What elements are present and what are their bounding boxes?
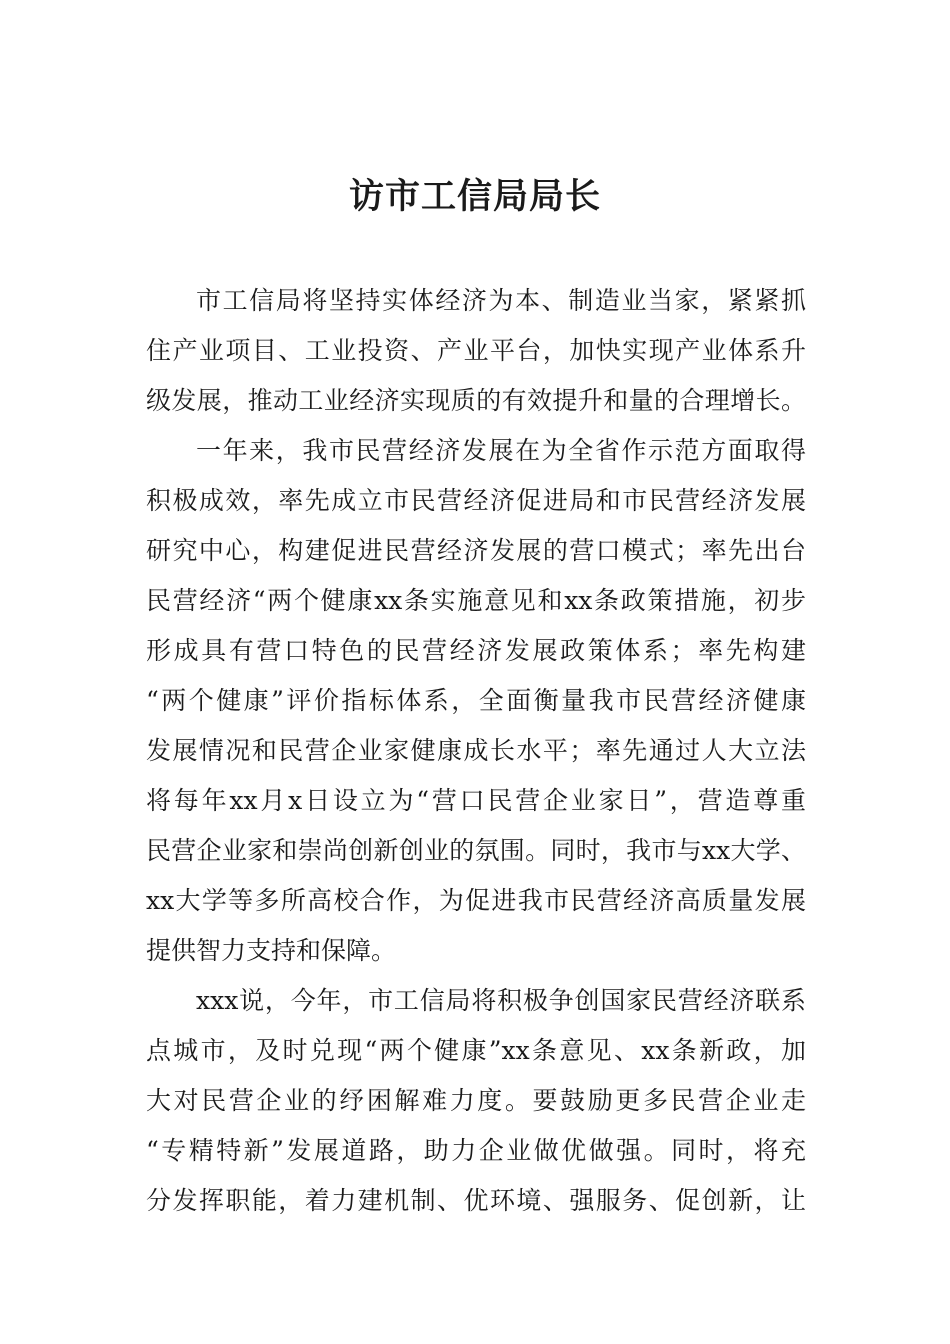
paragraph-line: xxx说，今年，市工信局将积极争创国家民营经济联系 bbox=[196, 986, 806, 1015]
paragraph-line: 将每年xx月x日设立为“营口民营企业家日”，营造尊重 bbox=[146, 786, 806, 815]
paragraph-line: 民营企业家和崇尚创新创业的氛围。同时，我市与xx大学、 bbox=[146, 836, 806, 865]
paragraph-line: “专精特新”发展道路，助力企业做优做强。同时，将充 bbox=[146, 1136, 806, 1165]
paragraph-line: 级发展，推动工业经济实现质的有效提升和量的合理增长。 bbox=[146, 386, 806, 415]
paragraph-line: 发展情况和民营企业家健康成长水平；率先通过人大立法 bbox=[146, 736, 806, 765]
paragraph-line: 一年来，我市民营经济发展在为全省作示范方面取得 bbox=[196, 436, 806, 465]
paragraph-line: xx大学等多所高校合作，为促进我市民营经济高质量发展 bbox=[146, 886, 806, 915]
paragraph-line: 分发挥职能，着力建机制、优环境、强服务、促创新，让 bbox=[146, 1186, 806, 1215]
paragraph-line: 形成具有营口特色的民营经济发展政策体系；率先构建 bbox=[146, 636, 806, 665]
paragraph-line: 民营经济“两个健康xx条实施意见和xx条政策措施，初步 bbox=[146, 586, 806, 615]
paragraph-line: 研究中心，构建促进民营经济发展的营口模式；率先出台 bbox=[146, 536, 806, 565]
paragraph-line: 提供智力支持和保障。 bbox=[146, 936, 397, 965]
paragraph-line: 点城市，及时兑现“两个健康”xx条意见、xx条新政，加 bbox=[146, 1036, 806, 1065]
document-title: 访市工信局局长 bbox=[348, 176, 601, 217]
paragraph-line: 住产业项目、工业投资、产业平台，加快实现产业体系升 bbox=[146, 336, 806, 365]
paragraph-line: “两个健康”评价指标体系，全面衡量我市民营经济健康 bbox=[146, 686, 806, 715]
paragraph-line: 市工信局将坚持实体经济为本、制造业当家，紧紧抓 bbox=[196, 286, 806, 315]
paragraph-line: 大对民营企业的纾困解难力度。要鼓励更多民营企业走 bbox=[146, 1086, 806, 1115]
paragraph-line: 积极成效，率先成立市民营经济促进局和市民营经济发展 bbox=[146, 486, 806, 515]
